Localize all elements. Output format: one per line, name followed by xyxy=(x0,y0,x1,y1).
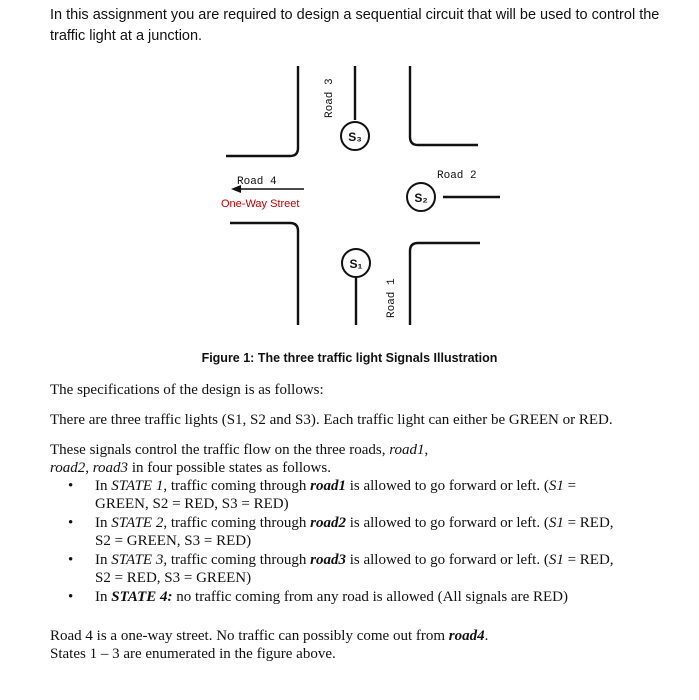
bullet: • xyxy=(68,478,74,494)
bullet: • xyxy=(68,515,74,531)
corner-top-left-road-edge xyxy=(226,66,298,156)
one-way-street-label: One-Way Street xyxy=(221,198,300,210)
list-item: • In STATE 4: no traffic coming from any road is allowed (All signals are RED) xyxy=(68,589,568,605)
list-item: • In STATE 1, traffic coming through road1 is allowed to go forward or left. (S1 = GREEN, S2 = RED, S3 = RED) xyxy=(68,478,577,512)
list-item: • In STATE 2, traffic coming through road2 is allowed to go forward or left. (S1 = RED, S2 = GREEN, S3 = RED) xyxy=(68,515,614,549)
closing-paragraph: Road 4 is a one-way street. No traffic can possibly come out from road4. States 1 – 3 are enumerated in the figure above. xyxy=(50,628,489,662)
road2-label: Road 2 xyxy=(437,170,477,182)
signal-s1-label: S₁ xyxy=(349,257,363,271)
road4-label: Road 4 xyxy=(237,176,277,188)
corner-bottom-left-road-edge xyxy=(230,223,298,325)
spec-intro: The specifications of the design is as follows: xyxy=(50,382,324,398)
signal-s3-label: S₃ xyxy=(348,130,362,144)
road3-label: Road 3 xyxy=(324,78,336,118)
spec-lights: There are three traffic lights (S1, S2 and S3). Each traffic light can either be GREEN or RED. xyxy=(50,412,613,428)
corner-top-right-road-edge xyxy=(410,66,478,145)
spec-control: These signals control the traffic flow on the three roads, road1, road2, road3 in four possible states as follows. xyxy=(50,442,429,476)
intro-paragraph: In this assignment you are required to design a sequential circuit that will be used to control the traffic light at a junction. xyxy=(50,7,660,44)
bullet: • xyxy=(68,552,74,568)
corner-bottom-right-road-edge xyxy=(410,243,480,325)
road1-label: Road 1 xyxy=(386,278,398,318)
signal-s2-label: S₂ xyxy=(414,191,428,205)
states-list xyxy=(58,477,658,607)
figure-caption: Figure 1: The three traffic light Signals Illustration xyxy=(201,351,498,365)
traffic-junction-diagram xyxy=(0,0,699,340)
bullet: • xyxy=(68,589,74,605)
list-item: • In STATE 3, traffic coming through road3 is allowed to go forward or left. (S1 = RED, S2 = RED, S3 = GREEN) xyxy=(68,552,614,586)
